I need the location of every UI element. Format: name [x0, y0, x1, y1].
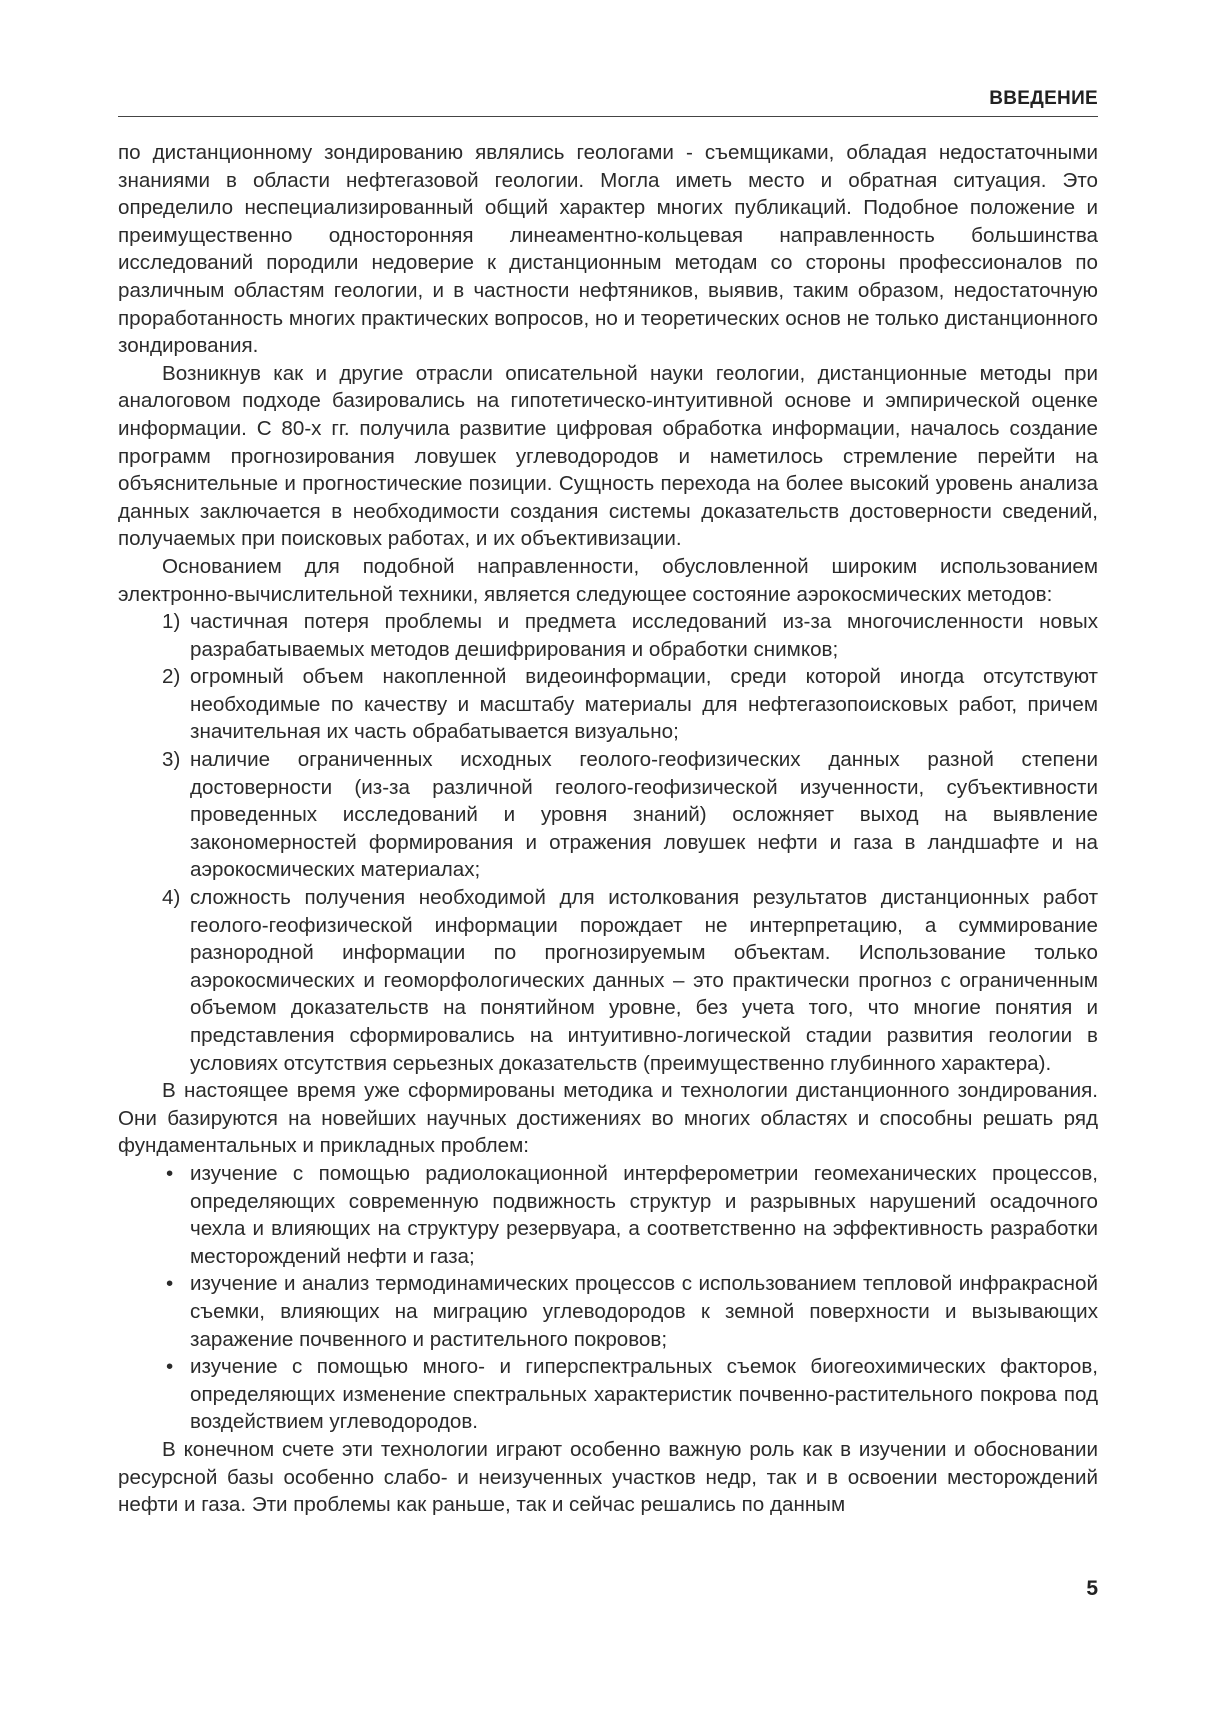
bullet-list — [118, 1160, 1098, 1436]
paragraph-2: Возникнув как и другие отрасли описательной науки геологии, дистанционные методы при аналоговом подходе базировались на гипотетическо-интуитивной основе и эмпирической оценке информации. С 80-х гг. получила развитие цифровая обработка информации, началось создание программ прогнозирования ловушек углеводородов и наметилось стремление перейти на объяснительные и прогностические позиции. Сущность перехода на более высокий уровень анализа данных заключается в необходимости создания системы доказательств достоверности сведений, получаемых при поисковых работах, и их объективизации. — [118, 361, 1098, 551]
list-marker: 4) — [162, 886, 181, 910]
list-item-text: огромный объем накопленной видеоинформации, среди которой иногда отсутствуют необходимые по качеству и масштабу материалы для нефтегазопоисковых работ, причем значительная их часть обрабатывается визуально; — [190, 665, 1098, 744]
paragraph-3: Основанием для подобной направленности, обусловленной широким использованием электронно-вычислительной техники, является следующее состояние аэрокосмических методов: — [118, 554, 1098, 606]
list-item-text: наличие ограниченных исходных геолого-геофизических данных разной степени достоверности (из-за различной геолого-геофизической изученности, субъективности проведенных исследований и уровня знаний) осложняет выход на выявление закономерностей формирования и отражения ловушек нефти и газа в ландшафте и на аэрокосмических материалах; — [190, 748, 1098, 882]
bullet-marker: • — [166, 1355, 174, 1379]
list-item-text: частичная потеря проблемы и предмета исследований из-за многочисленности новых разрабатываемых методов дешифрирования и обработки снимков; — [190, 610, 1098, 661]
paragraph-1: по дистанционному зондированию являлись геологами - съемщиками, обладая недостаточными знаниями в области нефтегазовой геологии. Могла иметь место и обратная ситуация. Это определило неспециализированный общий характер многих публикаций. Подобное положение и преимущественно односторонняя линеаментно-кольцевая направленность большинства исследований породили недоверие к дистанционным методам со стороны профессионалов по различным областям геологии, и в частности нефтяников, выявив, таким образом, недостаточную проработанность многих практических вопросов, но и теоретических основ не только дистанционного зондирования. — [118, 141, 1098, 358]
bullet-marker: • — [166, 1161, 174, 1185]
list-item — [118, 663, 1098, 746]
paragraph-4: В настоящее время уже сформированы методика и технологии дистанционного зондирования. Они базируются на новейших научных достижениях во многих областях и способны решать ряд фундаментальных и прикладных проблем: — [118, 1079, 1098, 1158]
numbered-list — [118, 608, 1098, 1077]
running-head — [118, 86, 1098, 117]
list-item-text: изучение с помощью радиолокационной интерферометрии геомеханических процессов, определяющих современную подвижность структур и разрывных нарушений осадочного чехла и влияющих на структуру резервуара, а соответственно на эффективность разработки месторождений нефти и газа; — [190, 1161, 1098, 1268]
page-body — [118, 139, 1098, 1519]
list-item-text: сложность получения необходимой для истолкования результатов дистанционных работ геолого-геофизической информации порождает не интерпретацию, а суммирование разнородной информации по прогнозируемым объектам. Использование только аэрокосмических и геоморфологических данных – это практически прогноз с ограниченным объемом доказательств на понятийном уровне, без учета того, что многие понятия и представления сформировались на интуитивно-логической стадии развития геологии в условиях отсутствия серьезных доказательств (преимущественно глубинного характера). — [190, 886, 1098, 1075]
list-item — [118, 1270, 1098, 1353]
list-marker: 1) — [162, 610, 181, 634]
page-number: 5 — [1086, 1577, 1098, 1600]
list-item-text: изучение и анализ термодинамических процессов с использованием тепловой инфракрасной съемки, влияющих на миграцию углеводородов к земной поверхности и вызывающих заражение почвенного и растительного покровов; — [190, 1272, 1098, 1351]
list-item — [118, 608, 1098, 663]
list-item — [118, 884, 1098, 1077]
list-marker: 3) — [162, 748, 181, 772]
list-item-text: изучение с помощью много- и гиперспектральных съемок биогеохимических факторов, определяющих изменение спектральных характеристик почвенно-растительного покрова под воздействием углеводородов. — [190, 1355, 1098, 1434]
list-marker: 2) — [162, 665, 181, 689]
paragraph-5: В конечном счете эти технологии играют особенно важную роль как в изучении и обосновании ресурсной базы особенно слабо- и неизученных участков недр, так и в освоении месторождений нефти и газа. Эти проблемы как раньше, так и сейчас решались по данным — [118, 1437, 1098, 1517]
list-item — [118, 1160, 1098, 1270]
section-title: ВВЕДЕНИЕ — [989, 88, 1098, 109]
list-item — [118, 1353, 1098, 1436]
bullet-marker: • — [166, 1272, 174, 1296]
list-item — [118, 746, 1098, 884]
